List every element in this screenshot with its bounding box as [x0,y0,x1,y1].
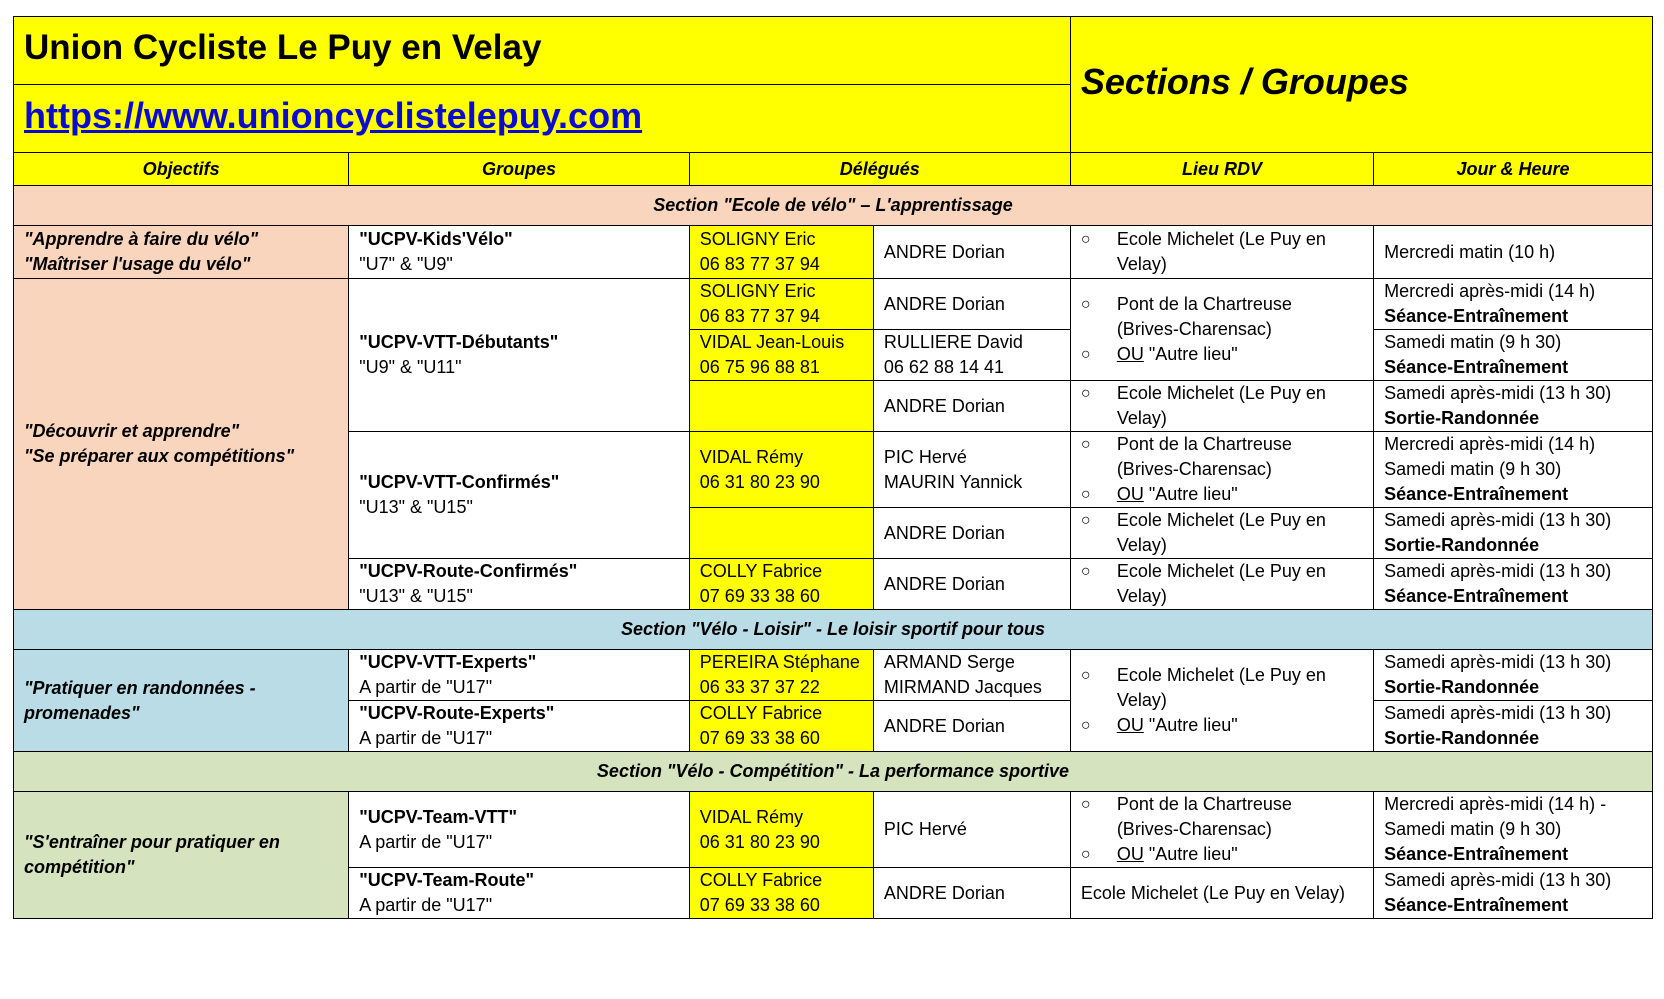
table-row [14,650,1653,701]
bullet-icon: ○ [1080,231,1091,248]
time-cell: Mercredi après-midi (14 h) Séance-Entraînement [1374,279,1653,330]
time-cell: Samedi après-midi (13 h 30) Sortie-Randonnée [1374,701,1653,752]
co-delegate-cell: ARMAND Serge MIRMAND Jacques [873,650,1070,701]
co-delegate-cell: RULLIERE David 06 62 88 14 41 [873,330,1070,381]
objective-cell: "Apprendre à faire du vélo" "Maîtriser l'usage du vélo" [14,226,349,279]
objective-cell: "S'entraîner pour pratiquer en compétition" [14,792,349,919]
table-row [14,226,1653,279]
time-cell: Samedi après-midi (13 h 30) Sortie-Randonnée [1374,508,1653,559]
col-jour: Jour & Heure [1374,153,1653,186]
bullet-icon: ○ [1080,846,1091,863]
col-lieu: Lieu RDV [1070,153,1373,186]
delegate-cell: COLLY Fabrice 07 69 33 38 60 [689,559,873,610]
delegate-cell-empty [689,381,873,432]
club-url-cell [14,85,1071,153]
place-cell: ○ Ecole Michelet (Le Puy en Velay) [1070,381,1373,432]
delegate-cell: COLLY Fabrice 07 69 33 38 60 [689,701,873,752]
section-row-ecole [14,186,1653,226]
delegate-cell-empty [689,508,873,559]
co-delegate-cell: ANDRE Dorian [873,226,1070,279]
time-cell: Samedi après-midi (13 h 30) Séance-Entraînement [1374,559,1653,610]
club-title: Union Cycliste Le Puy en Velay [24,28,542,67]
bullet-icon: ○ [1080,512,1091,529]
co-delegate-cell: PIC Hervé [873,792,1070,868]
group-cell: "UCPV-Route-Confirmés" "U13" & "U15" [349,559,690,610]
sections-table [13,16,1653,919]
bullet-icon: ○ [1080,385,1091,402]
section-title-competition: Section "Vélo - Compétition" - La performance sportive [14,752,1653,792]
place-cell: ○ Ecole Michelet (Le Puy en Velay) [1070,508,1373,559]
place-cell: ○ Ecole Michelet (Le Puy en Velay) [1070,226,1373,279]
delegate-cell: VIDAL Jean-Louis 06 75 96 88 81 [689,330,873,381]
time-cell: Samedi après-midi (13 h 30) Séance-Entraînement [1374,868,1653,919]
bullet-icon: ○ [1080,796,1091,813]
sections-title: Sections / Groupes [1080,60,1409,102]
time-cell: Mercredi matin (10 h) [1374,226,1653,279]
col-delegues: Délégués [689,153,1070,186]
bullet-icon: ○ [1080,436,1091,453]
section-title-loisir: Section "Vélo - Loisir" - Le loisir sportif pour tous [14,610,1653,650]
delegate-cell: SOLIGNY Eric 06 83 77 37 94 [689,279,873,330]
place-cell: ○ Pont de la Chartreuse (Brives-Charensac) ○ OU "Autre lieu" [1070,432,1373,508]
bullet-icon: ○ [1080,717,1091,734]
objective-cell: "Découvrir et apprendre" "Se préparer aux compétitions" [14,279,349,610]
group-cell: "UCPV-VTT-Confirmés" "U13" & "U15" [349,432,690,559]
co-delegate-cell: ANDRE Dorian [873,508,1070,559]
place-cell: Ecole Michelet (Le Puy en Velay) [1070,868,1373,919]
bullet-icon: ○ [1080,346,1091,363]
sections-title-cell [1070,17,1652,153]
co-delegate-cell: ANDRE Dorian [873,701,1070,752]
column-header-row [14,153,1653,186]
delegate-cell: COLLY Fabrice 07 69 33 38 60 [689,868,873,919]
place-cell: ○ Pont de la Chartreuse (Brives-Charensac) ○ OU "Autre lieu" [1070,792,1373,868]
delegate-cell: PEREIRA Stéphane 06 33 37 37 22 [689,650,873,701]
time-cell: Mercredi après-midi (14 h) Samedi matin (9 h 30) Séance-Entraînement [1374,432,1653,508]
group-cell: "UCPV-VTT-Débutants" "U9" & "U11" [349,279,690,432]
time-cell: Mercredi après-midi (14 h) - Samedi matin (9 h 30) Séance-Entraînement [1374,792,1653,868]
group-cell: "UCPV-Team-VTT" A partir de "U17" [349,792,690,868]
group-cell: "UCPV-Route-Experts" A partir de "U17" [349,701,690,752]
delegate-cell: VIDAL Rémy 06 31 80 23 90 [689,792,873,868]
delegate-cell: VIDAL Rémy 06 31 80 23 90 [689,432,873,508]
time-cell: Samedi après-midi (13 h 30) Sortie-Randonnée [1374,650,1653,701]
bullet-icon: ○ [1080,296,1091,313]
co-delegate-cell: ANDRE Dorian [873,381,1070,432]
section-row-loisir [14,610,1653,650]
objective-cell: "Pratiquer en randonnées - promenades" [14,650,349,752]
group-cell: "UCPV-Kids'Vélo" "U7" & "U9" [349,226,690,279]
co-delegate-cell: ANDRE Dorian [873,559,1070,610]
place-cell: ○ Ecole Michelet (Le Puy en Velay) [1070,559,1373,610]
section-title-ecole: Section "Ecole de vélo" – L'apprentissage [14,186,1653,226]
group-cell: "UCPV-Team-Route" A partir de "U17" [349,868,690,919]
section-row-competition [14,752,1653,792]
table-row [14,792,1653,868]
col-groupes: Groupes [349,153,690,186]
bullet-icon: ○ [1080,667,1091,684]
co-delegate-cell: ANDRE Dorian [873,868,1070,919]
bullet-icon: ○ [1080,486,1091,503]
time-cell: Samedi matin (9 h 30) Séance-Entraînement [1374,330,1653,381]
place-cell: ○ Pont de la Chartreuse (Brives-Charensac) ○ OU "Autre lieu" [1070,279,1373,381]
co-delegate-cell: ANDRE Dorian [873,279,1070,330]
bullet-icon: ○ [1080,563,1091,580]
place-cell: ○ Ecole Michelet (Le Puy en Velay) ○ OU "Autre lieu" [1070,650,1373,752]
table-row [14,279,1653,330]
delegate-cell: SOLIGNY Eric 06 83 77 37 94 [689,226,873,279]
time-cell: Samedi après-midi (13 h 30) Sortie-Randonnée [1374,381,1653,432]
group-cell: "UCPV-VTT-Experts" A partir de "U17" [349,650,690,701]
col-objectifs: Objectifs [14,153,349,186]
club-url-link[interactable]: https://www.unioncyclistelepuy.com [24,94,643,136]
club-title-cell [14,17,1071,85]
co-delegate-cell: PIC Hervé MAURIN Yannick [873,432,1070,508]
